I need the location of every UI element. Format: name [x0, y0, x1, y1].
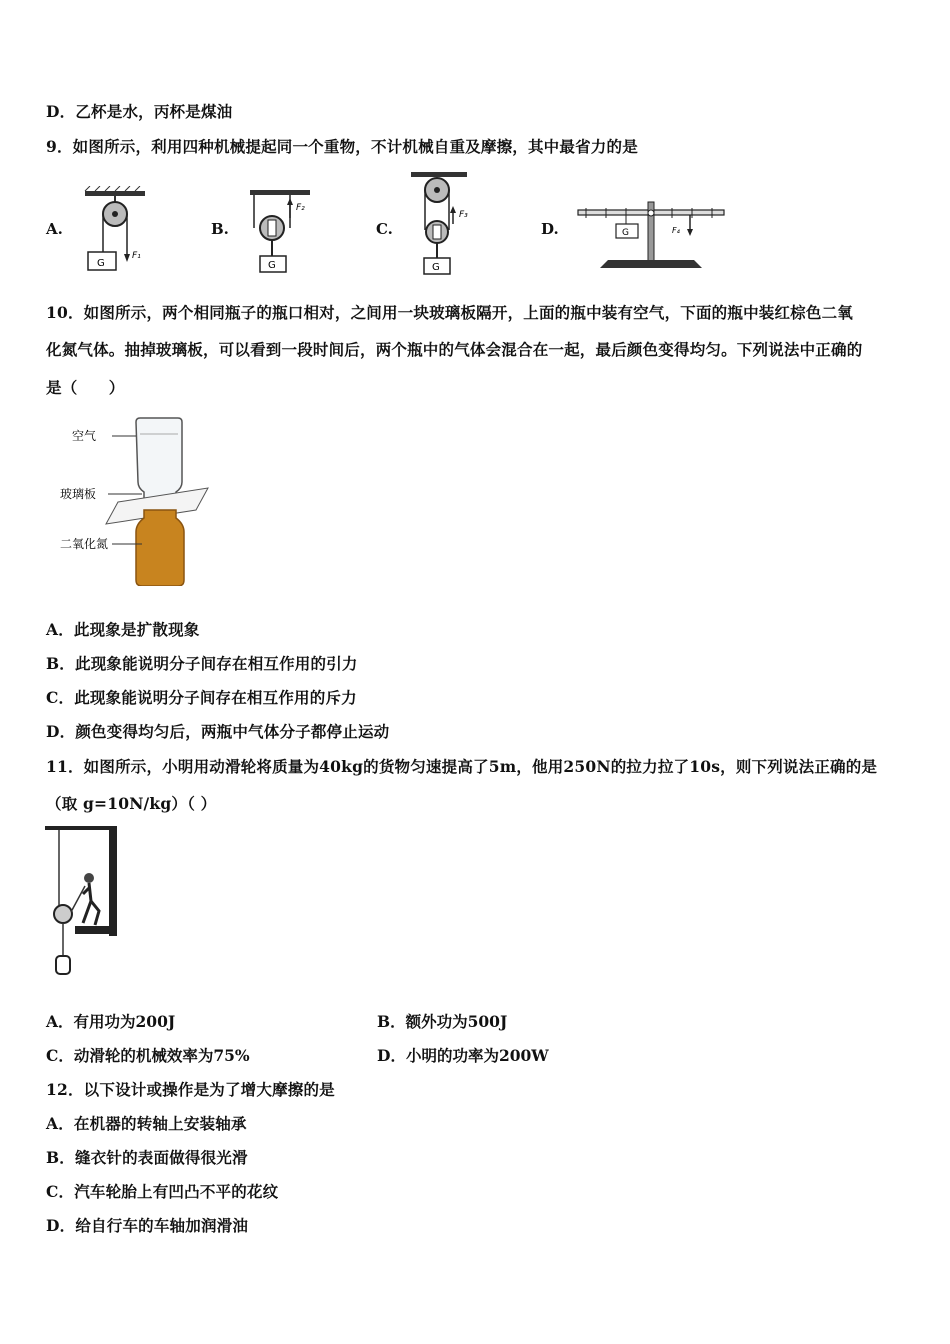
q10-option-d: D．颜色变得均匀后，两瓶中气体分子都停止运动: [46, 722, 390, 741]
q10-label-glass: 玻璃板: [60, 487, 97, 501]
q9-b-force: F₂: [296, 203, 305, 213]
q9-option-a-label: A.: [46, 220, 63, 238]
q12-option-c: C．汽车轮胎上有凹凸不平的花纹: [46, 1182, 279, 1201]
q8-option-d: D．乙杯是水，丙杯是煤油: [46, 102, 233, 121]
q11-option-c: C．动滑轮的机械效率为75%: [46, 1046, 250, 1065]
q10-label-air: 空气: [72, 429, 97, 443]
q12-option-a: A．在机器的转轴上安装轴承: [46, 1114, 247, 1133]
q10-stem-line1: 10．如图所示，两个相同瓶子的瓶口相对，之间用一块玻璃板隔开，上面的瓶中装有空气，下面的瓶中装红棕色二氧: [46, 303, 853, 322]
q11-option-b: B．额外功为500J: [377, 1012, 508, 1031]
q10-label-gas: 二氧化氮: [60, 537, 109, 551]
q9-figure-d-lever: [574, 198, 730, 278]
q9-figure-b-movable-pulley: [242, 188, 322, 276]
q9-figure-a-fixed-pulley: [80, 186, 150, 276]
q9-stem: 9．如图所示，利用四种机械提起同一个重物，不计机械自重及摩擦，其中最省力的是: [46, 137, 638, 156]
q9-a-force: F₁: [132, 251, 141, 261]
q12-option-d: D．给自行车的车轴加润滑油: [46, 1216, 249, 1235]
q10-option-a: A．此现象是扩散现象: [46, 620, 200, 639]
q11-stem-line1: 11．如图所示，小明用动滑轮将质量为40kg的货物匀速提高了5m，他用250N的拉力拉了10s，则下列说法正确的是: [46, 757, 878, 776]
q9-c-force: F₃: [459, 210, 468, 220]
q9-b-weight: G: [268, 260, 276, 271]
q9-d-force: F₄: [672, 226, 680, 235]
q11-stem-line2: （取 g=10N/kg）（ ）: [46, 794, 217, 813]
q9-figure-c-pulley-block: [405, 170, 485, 276]
q10-option-b: B．此现象能说明分子间存在相互作用的引力: [46, 654, 358, 673]
q11-option-d: D．小明的功率为200W: [377, 1046, 549, 1065]
q9-option-c-label: C.: [376, 220, 393, 238]
q11-figure-person-pulley: [45, 826, 121, 982]
q10-option-c: C．此现象能说明分子间存在相互作用的斥力: [46, 688, 357, 707]
q9-c-weight: G: [432, 262, 440, 273]
q9-option-d-label: D.: [541, 220, 559, 238]
q10-stem-line3: 是（ ）: [46, 378, 125, 397]
q12-option-b: B．缝衣针的表面做得很光滑: [46, 1148, 248, 1167]
q12-stem: 12．以下设计或操作是为了增大摩擦的是: [46, 1080, 335, 1099]
q10-stem-line2: 化氮气体。抽掉玻璃板，可以看到一段时间后，两个瓶中的气体会混合在一起，最后颜色变得均匀。下列说法中正确的: [46, 340, 863, 359]
q11-option-a: A．有用功为200J: [46, 1012, 176, 1031]
q9-a-weight: G: [97, 258, 105, 269]
q9-d-weight: G: [622, 228, 629, 238]
q10-figure-bottles: [56, 414, 226, 586]
q9-option-b-label: B.: [211, 220, 229, 238]
